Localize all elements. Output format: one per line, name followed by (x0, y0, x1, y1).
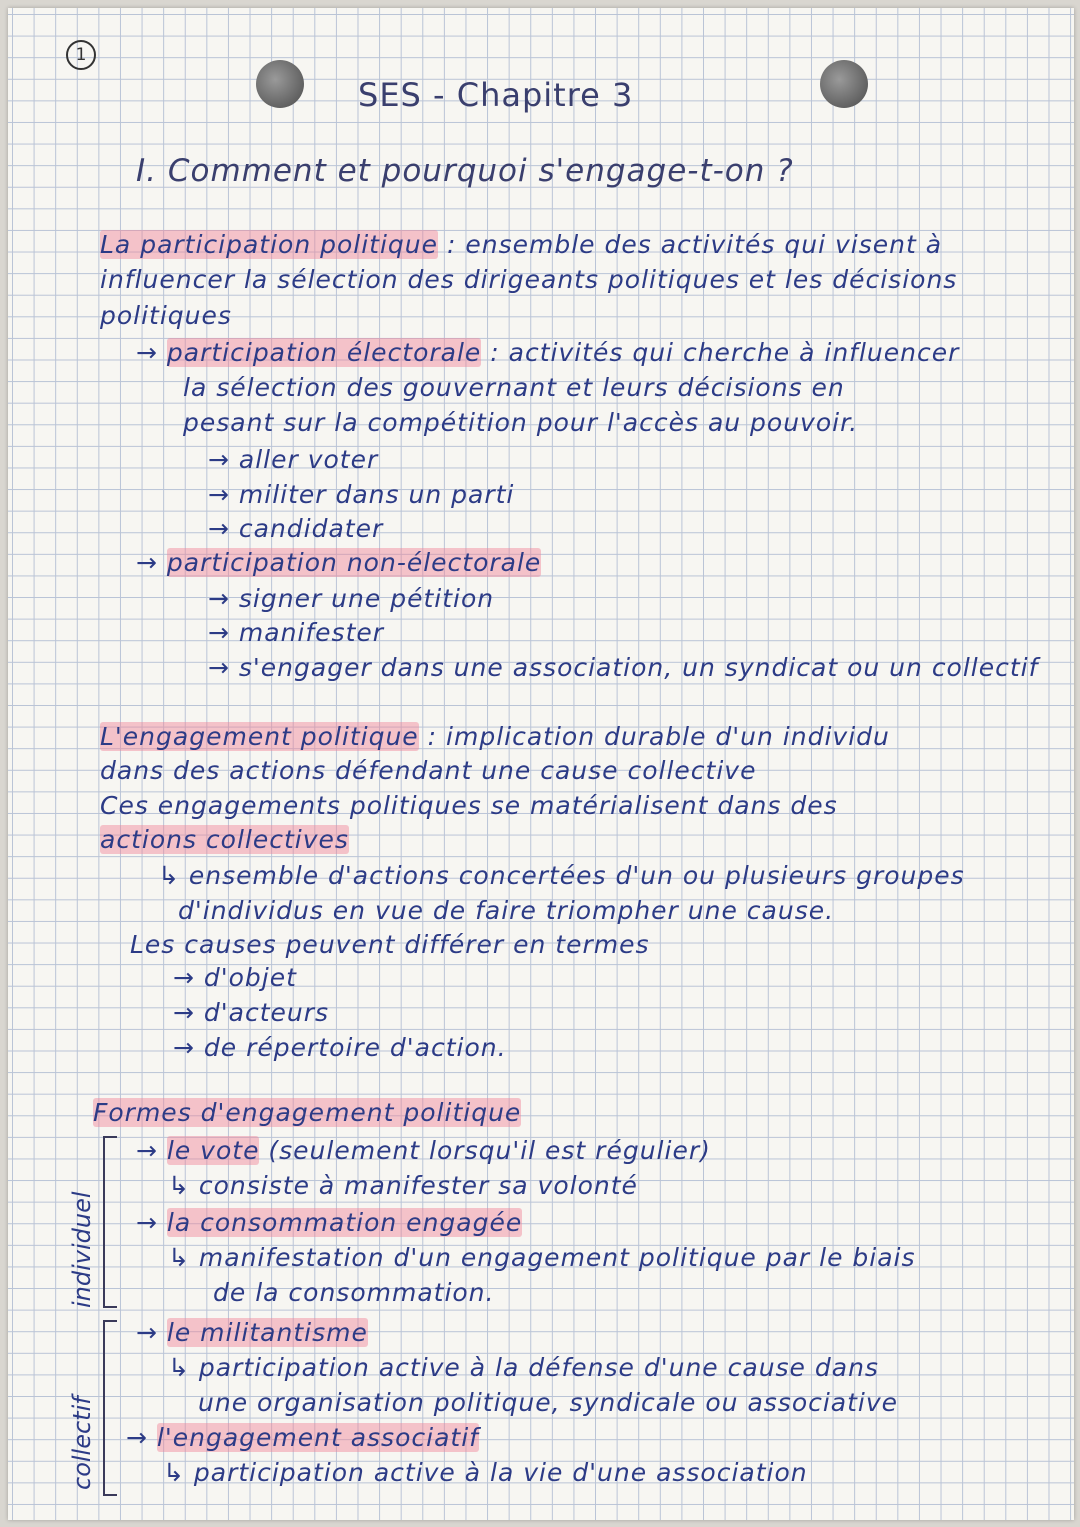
note-line (178, 896, 834, 925)
note-text: : implication durable d'un individu (418, 722, 890, 751)
page-title: SES - Chapitre 3 (358, 76, 634, 114)
note-text: → (126, 1423, 157, 1452)
highlighted-term: Formes d'engagement politique (93, 1098, 522, 1127)
note-text: Les causes peuvent différer en termes (130, 930, 650, 959)
note-line (136, 1208, 522, 1237)
note-text: → aller voter (208, 445, 379, 474)
note-text: → d'acteurs (173, 998, 330, 1027)
note-text: ↳ consiste à manifester sa volonté (168, 1171, 638, 1200)
note-text: → (136, 548, 167, 577)
note-text: → militer dans un parti (208, 480, 515, 509)
note-text: → (136, 1318, 167, 1347)
note-text: → s'engager dans une association, un syndicat ou un collectif (208, 653, 1039, 682)
highlighted-term: participation non-électorale (166, 548, 542, 577)
side-label-collectif: collectif (68, 1396, 96, 1490)
highlighted-term: participation électorale (166, 338, 482, 367)
note-line (136, 548, 541, 577)
note-line (168, 1353, 879, 1382)
note-line (100, 756, 756, 785)
section-heading: I. Comment et pourquoi s'engage-t-on ? (136, 153, 794, 189)
note-line (136, 1318, 368, 1347)
grid-paper-page (8, 8, 1074, 1520)
note-line (130, 930, 650, 959)
note-text: pesant sur la compétition pour l'accès au pouvoir. (183, 408, 859, 437)
note-line (208, 584, 494, 613)
highlighted-term: la consommation engagée (166, 1208, 523, 1237)
note-text: : activités qui cherche à influencer (481, 338, 960, 367)
note-text: Ces engagements politiques se matérialisent dans des (100, 791, 838, 820)
note-line (208, 445, 378, 474)
note-text: → candidater (208, 514, 384, 543)
note-line (173, 1033, 507, 1062)
note-line (208, 653, 1038, 682)
note-line (183, 408, 858, 437)
note-line (198, 1388, 898, 1417)
note-text: → d'objet (173, 963, 297, 992)
note-text: influencer la sélection des dirigeants politiques et les décisions (100, 265, 958, 294)
highlighted-term: actions collectives (100, 825, 349, 854)
note-text: → (136, 338, 167, 367)
note-line (100, 791, 838, 820)
note-text: dans des actions défendant une cause collective (100, 756, 757, 785)
note-line (136, 1136, 711, 1165)
note-text: → (136, 1136, 167, 1165)
highlighted-term: La participation politique (100, 230, 439, 259)
note-text: : ensemble des activités qui visent à (438, 230, 943, 259)
note-text: ↳ participation active à la défense d'une cause dans (168, 1353, 879, 1382)
note-text: → manifester (208, 618, 385, 647)
note-text: ↳ manifestation d'un engagement politique par le biais (168, 1243, 916, 1272)
highlighted-term: l'engagement associatif (156, 1423, 479, 1452)
note-line (183, 373, 845, 402)
punch-hole-left (256, 60, 304, 108)
note-line (213, 1278, 494, 1307)
highlighted-term: le vote (166, 1136, 260, 1165)
note-line (93, 1098, 521, 1127)
note-line (208, 618, 384, 647)
note-text: (seulement lorsqu'il est régulier) (259, 1136, 711, 1165)
note-text: ↳ participation active à la vie d'une association (163, 1458, 808, 1487)
side-label-individuel: individuel (68, 1191, 96, 1308)
bracket-collectif (103, 1320, 117, 1496)
highlighted-term: le militantisme (166, 1318, 368, 1347)
note-line (208, 480, 514, 509)
note-line (208, 514, 383, 543)
note-text: → signer une pétition (208, 584, 495, 613)
note-line (158, 861, 965, 890)
note-line (173, 998, 329, 1027)
note-text: d'individus en vue de faire triompher une cause. (178, 896, 835, 925)
note-text: la sélection des gouvernant et leurs décisions en (183, 373, 845, 402)
note-line (168, 1243, 916, 1272)
note-line (100, 825, 349, 854)
note-line (126, 1423, 479, 1452)
note-line (136, 338, 959, 367)
note-text: une organisation politique, syndicale ou associative (198, 1388, 899, 1417)
note-text: ↳ ensemble d'actions concertées d'un ou plusieurs groupes (158, 861, 965, 890)
note-line (100, 722, 890, 751)
note-line (168, 1171, 638, 1200)
page-number: 1 (66, 40, 96, 70)
bracket-individuel (103, 1136, 117, 1308)
note-line (100, 230, 942, 259)
note-text: → (136, 1208, 167, 1237)
note-line (100, 301, 232, 330)
note-line (173, 963, 297, 992)
note-line (163, 1458, 808, 1487)
note-text: de la consommation. (213, 1278, 495, 1307)
note-text: → de répertoire d'action. (173, 1033, 507, 1062)
punch-hole-right (820, 60, 868, 108)
highlighted-term: L'engagement politique (100, 722, 419, 751)
note-text: politiques (100, 301, 232, 330)
note-line (100, 265, 957, 294)
